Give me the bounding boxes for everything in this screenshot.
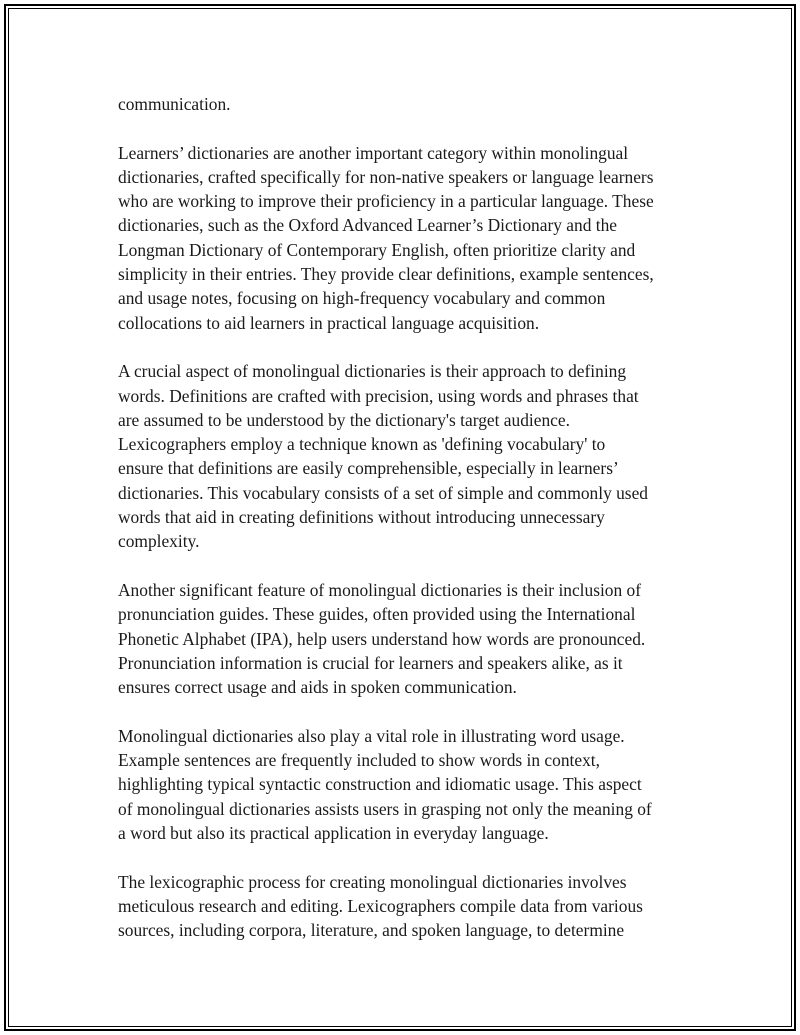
paragraph-lexicographic-process: The lexicographic process for creating monolingual dictionaries involves meticulous research and editing. Lexicographers compile data from various sources, including corpora, literature, and spoken language, to determine: [118, 871, 643, 941]
paragraph-learners-dictionaries: Learners’ dictionaries are another important category within monolingual dictionaries, crafted specifically for non-native speakers or language learners who are working to improve their proficiency in a particular language. These dictionaries, such as the Oxford Advanced Learner’s Dictionary and the Longman Dictionary of Contemporary English, often prioritize clarity and simplicity in their entries. They provide clear definitions, example sentences, and usage notes, focusing on high-frequency vocabulary and common collocations to aid learners in practical language acquisition.: [118, 142, 654, 333]
paragraph-defining-words: A crucial aspect of monolingual dictionaries is their approach to defining words. Definitions are crafted with precision, using words and phrases that are assumed to be understood by the dictionary's target audience. Lexicographers employ a technique known as 'defining vocabulary' to ensure that definitions are easily comprehensible, especially in learners’ dictionaries. This vocabulary consists of a set of simple and commonly used words that aid in creating definitions without introducing unnecessary complexity.: [118, 361, 648, 552]
paragraph-pronunciation-guides: Another significant feature of monolingual dictionaries is their inclusion of pronunciation guides. These guides, often provided using the International Phonetic Alphabet (IPA), help users understand how words are pronounced. Pronunciation information is crucial for learners and speakers alike, as it ensures correct usage and aids in spoken communication.: [118, 579, 646, 698]
paragraph-continuation: communication.: [118, 94, 231, 114]
paragraph-word-usage: Monolingual dictionaries also play a vital role in illustrating word usage. Example sentences are frequently included to show words in context, highlighting typical syntactic construction and idiomatic usage. This aspect of monolingual dictionaries assists users in grasping not only the meaning of a word but also its practical application in everyday language.: [118, 725, 652, 843]
document-body: [118, 92, 698, 942]
